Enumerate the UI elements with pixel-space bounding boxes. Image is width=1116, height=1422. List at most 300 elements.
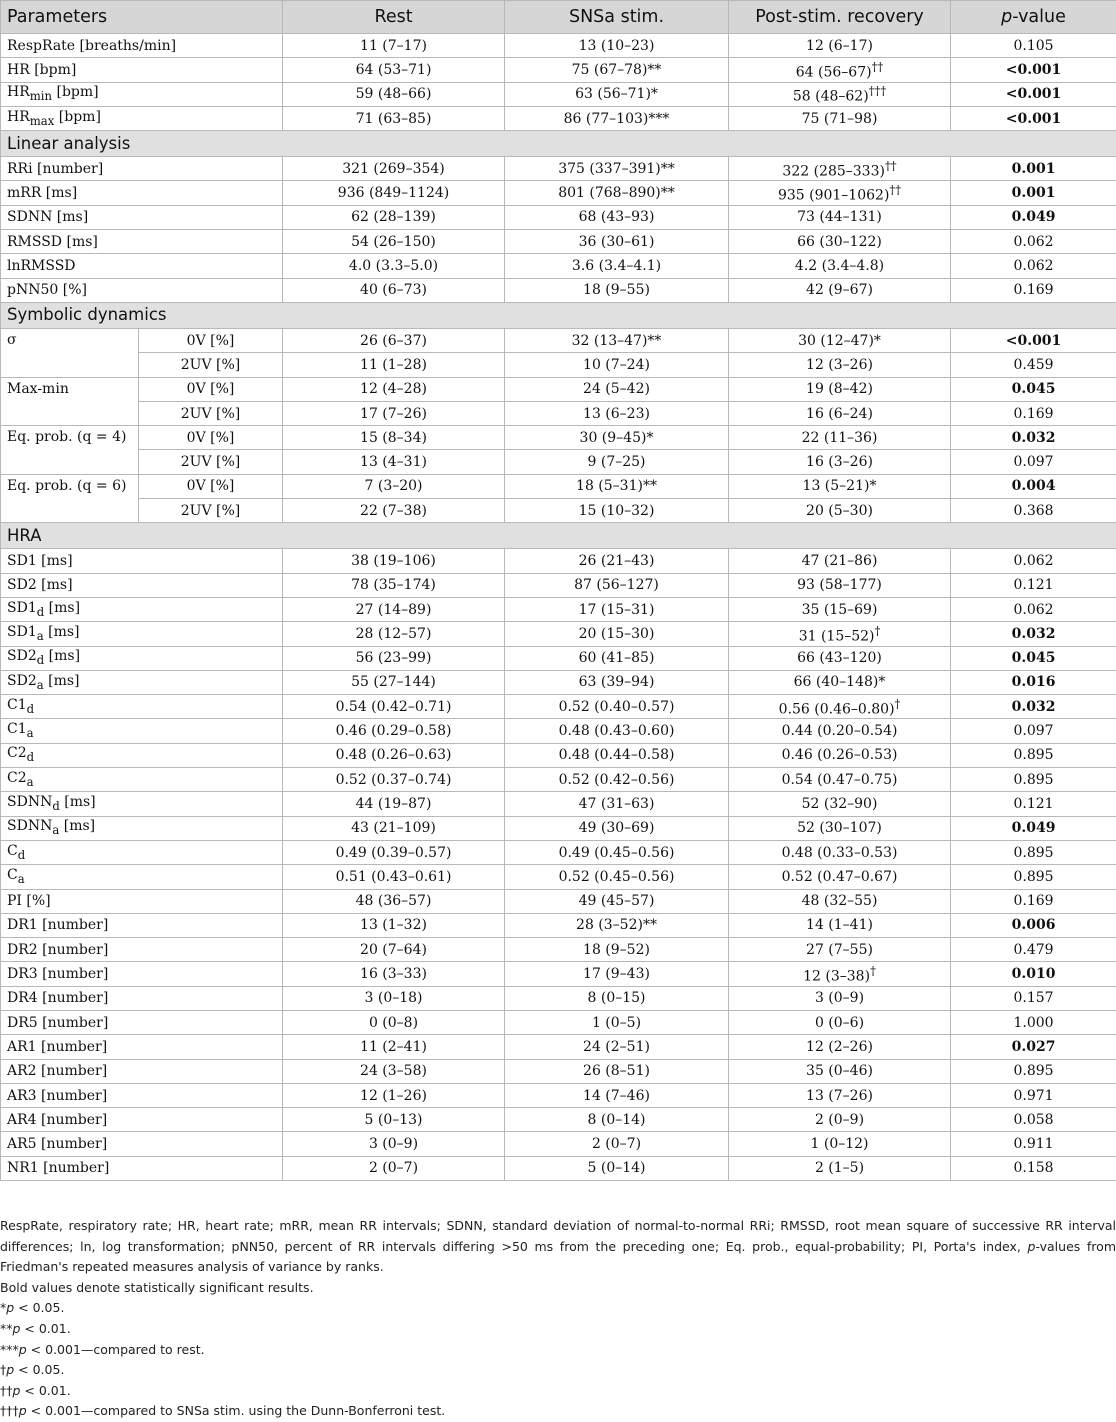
- abbreviations-p: p: [1028, 1239, 1036, 1254]
- footnote-text: < 0.01.: [20, 1321, 70, 1336]
- p-value: 0.121: [951, 573, 1116, 597]
- post-value: [729, 986, 951, 1010]
- footnote-p: p: [19, 1342, 27, 1357]
- parameter-label: [1, 962, 283, 986]
- parameter-unit: [ms]: [59, 818, 95, 834]
- post-dagger-mark: †: [870, 964, 876, 978]
- rest-value: 64 (53–71): [283, 58, 505, 82]
- table-row: [1, 986, 1116, 1010]
- post-value-text: 22 (11–36): [802, 430, 878, 446]
- parameter-label: [1, 816, 283, 840]
- p-value: 0.105: [951, 34, 1116, 58]
- table-row: [1, 426, 1116, 450]
- footnote-text: < 0.01.: [20, 1383, 70, 1398]
- post-value-text: 35 (15–69): [802, 602, 878, 618]
- snsa-value: 87 (56–127): [505, 573, 729, 597]
- rest-value: 26 (6–37): [283, 328, 505, 352]
- snsa-value: 15 (10–32): [505, 499, 729, 523]
- post-value: [729, 1108, 951, 1132]
- rest-value: 0.46 (0.29–0.58): [283, 719, 505, 743]
- abbreviations-text: RespRate, respiratory rate; HR, heart rate; mRR, mean RR intervals; SDNN, standard deviation of normal-to-normal RRi; RMSSD, root mean square of successive RR interval differences; ln, log transformation; pNN50, percent of RR intervals differing >50 ms from the preceding one; Eq. prob., equal-probability; PI, Porta's index,: [0, 1218, 1116, 1254]
- header-p-value: [951, 1, 1116, 34]
- snsa-value: 0.52 (0.40–0.57): [505, 695, 729, 719]
- post-value: [729, 622, 951, 646]
- parameter-label: [1, 278, 283, 302]
- rest-value: 54 (26–150): [283, 230, 505, 254]
- rest-value: 44 (19–87): [283, 792, 505, 816]
- post-value: [729, 328, 951, 352]
- post-value-text: 20 (5–30): [806, 503, 873, 519]
- post-value-text: 19 (8–42): [806, 381, 873, 397]
- p-value: 0.169: [951, 401, 1116, 425]
- rest-value: 4.0 (3.3–5.0): [283, 254, 505, 278]
- footnote-text: < 0.05.: [14, 1362, 64, 1377]
- post-value-text: 52 (30–107): [797, 820, 882, 836]
- post-value-text: 0.54 (0.47–0.75): [782, 772, 898, 788]
- snsa-value: 13 (10–23): [505, 34, 729, 58]
- post-value-text: 322 (285–333): [782, 164, 885, 180]
- post-dagger-mark: †††: [869, 84, 886, 98]
- footnote-symbol: ††: [0, 1383, 13, 1398]
- post-value: [729, 840, 951, 864]
- symbolic-group-label: Max-min: [1, 377, 139, 426]
- snsa-value: 26 (8–51): [505, 1059, 729, 1083]
- table-row: [1, 401, 1116, 425]
- parameter-label: [1, 865, 283, 889]
- rest-value: 5 (0–13): [283, 1108, 505, 1132]
- post-value: [729, 181, 951, 205]
- post-value: [729, 792, 951, 816]
- snsa-value: 0.48 (0.43–0.60): [505, 719, 729, 743]
- post-value-text: 58 (48–62): [793, 89, 869, 105]
- rest-value: 3 (0–18): [283, 986, 505, 1010]
- parameter-name: SD1 [ms]: [7, 553, 73, 569]
- p-value: 0.971: [951, 1083, 1116, 1107]
- parameter-label: [1, 1059, 283, 1083]
- parameter-name: NR1 [number]: [7, 1160, 109, 1176]
- rest-value: 0.48 (0.26–0.63): [283, 743, 505, 767]
- post-value: [729, 743, 951, 767]
- rest-value: 0.51 (0.43–0.61): [283, 865, 505, 889]
- header-post-stim-recovery: Post-stim. recovery: [729, 1, 951, 34]
- post-value: [729, 450, 951, 474]
- table-row: [1, 840, 1116, 864]
- post-value: [729, 499, 951, 523]
- footnote-dagger3: [0, 1401, 1116, 1422]
- rest-value: 11 (2–41): [283, 1035, 505, 1059]
- rest-value: 27 (14–89): [283, 597, 505, 621]
- snsa-value: 36 (30–61): [505, 230, 729, 254]
- footnote-text: < 0.001—compared to SNSa stim. using the Dunn-Bonferroni test.: [27, 1403, 446, 1418]
- snsa-value: 0.49 (0.45–0.56): [505, 840, 729, 864]
- symbolic-subparameter: 2UV [%]: [139, 499, 283, 523]
- parameter-unit: [ms]: [44, 673, 80, 689]
- post-value: [729, 865, 951, 889]
- parameter-label: [1, 889, 283, 913]
- parameter-label: [1, 1083, 283, 1107]
- table-row: [1, 865, 1116, 889]
- snsa-value: 60 (41–85): [505, 646, 729, 670]
- p-value: 0.895: [951, 865, 1116, 889]
- symbolic-subparameter: 0V [%]: [139, 377, 283, 401]
- table-row: [1, 573, 1116, 597]
- post-value: [729, 1132, 951, 1156]
- parameter-name: DR4 [number]: [7, 990, 108, 1006]
- symbolic-group-label: Eq. prob. (q = 6): [1, 474, 139, 523]
- post-value-text: 12 (3–38): [803, 969, 870, 985]
- parameter-label: [1, 913, 283, 937]
- table-row: [1, 719, 1116, 743]
- table-row: [1, 157, 1116, 181]
- table-row: [1, 743, 1116, 767]
- post-value: [729, 377, 951, 401]
- p-value: 0.032: [951, 426, 1116, 450]
- post-value-text: 66 (30–122): [797, 234, 882, 250]
- parameter-name: mRR [ms]: [7, 185, 77, 201]
- p-value: 0.049: [951, 816, 1116, 840]
- section-row: [1, 523, 1116, 549]
- snsa-value: 18 (5–31)**: [505, 474, 729, 498]
- parameter-name: SD1: [7, 600, 37, 616]
- rest-value: 16 (3–33): [283, 962, 505, 986]
- parameter-label: [1, 230, 283, 254]
- p-value: 0.006: [951, 913, 1116, 937]
- parameter-subscript: a: [37, 677, 44, 691]
- p-value: 0.097: [951, 450, 1116, 474]
- post-value-text: 12 (2–26): [806, 1039, 873, 1055]
- parameter-label: [1, 622, 283, 646]
- parameter-label: [1, 938, 283, 962]
- post-dagger-mark: †: [875, 624, 881, 638]
- post-value-text: 30 (12–47)*: [798, 333, 881, 349]
- post-value: [729, 670, 951, 694]
- rest-value: 3 (0–9): [283, 1132, 505, 1156]
- post-value: [729, 82, 951, 106]
- p-value: 0.158: [951, 1156, 1116, 1180]
- parameter-subscript: d: [37, 653, 44, 667]
- parameter-subscript: a: [27, 726, 34, 740]
- p-value: 0.368: [951, 499, 1116, 523]
- snsa-value: 49 (45–57): [505, 889, 729, 913]
- symbolic-subparameter: 2UV [%]: [139, 353, 283, 377]
- snsa-value: 86 (77–103)***: [505, 106, 729, 130]
- parameter-name: DR2 [number]: [7, 942, 108, 958]
- snsa-value: 24 (5–42): [505, 377, 729, 401]
- p-value: 0.121: [951, 792, 1116, 816]
- table-row: [1, 254, 1116, 278]
- post-value-text: 52 (32–90): [802, 796, 878, 812]
- parameter-name: SD1: [7, 624, 37, 640]
- p-value: 0.062: [951, 230, 1116, 254]
- header-snsa-stim: SNSa stim.: [505, 1, 729, 34]
- bold-values-note: Bold values denote statistically significant results.: [0, 1278, 1116, 1299]
- rest-value: 22 (7–38): [283, 499, 505, 523]
- p-value: 0.895: [951, 743, 1116, 767]
- table-row: [1, 181, 1116, 205]
- post-value: [729, 768, 951, 792]
- snsa-value: 17 (9–43): [505, 962, 729, 986]
- symbolic-subparameter: 0V [%]: [139, 426, 283, 450]
- parameter-name: SD2 [ms]: [7, 577, 73, 593]
- post-value: [729, 938, 951, 962]
- parameter-unit: [bpm]: [52, 84, 99, 100]
- p-value: 0.032: [951, 622, 1116, 646]
- footnote-symbol: †††: [0, 1403, 19, 1418]
- rest-value: 13 (1–32): [283, 913, 505, 937]
- snsa-value: 32 (13–47)**: [505, 328, 729, 352]
- table-row: [1, 549, 1116, 573]
- footnote-text: < 0.05.: [14, 1300, 64, 1315]
- p-value: 0.169: [951, 889, 1116, 913]
- rest-value: 56 (23–99): [283, 646, 505, 670]
- snsa-value: 8 (0–14): [505, 1108, 729, 1132]
- header-value-word: -value: [1012, 7, 1066, 27]
- p-value: 0.001: [951, 157, 1116, 181]
- footnote-dagger1: [0, 1360, 1116, 1381]
- p-value: <0.001: [951, 106, 1116, 130]
- post-value: [729, 719, 951, 743]
- p-value: 0.479: [951, 938, 1116, 962]
- post-value: [729, 1010, 951, 1034]
- p-value: 0.097: [951, 719, 1116, 743]
- post-value-text: 1 (0–12): [811, 1136, 869, 1152]
- parameter-name: C2: [7, 770, 27, 786]
- rest-value: 20 (7–64): [283, 938, 505, 962]
- parameter-unit: [bpm]: [54, 109, 101, 125]
- parameter-name: AR2 [number]: [7, 1063, 107, 1079]
- parameter-name: PI [%]: [7, 893, 51, 909]
- footnote-p: p: [6, 1362, 14, 1377]
- post-dagger-mark: ††: [889, 183, 901, 197]
- parameter-label: [1, 695, 283, 719]
- p-value: 0.010: [951, 962, 1116, 986]
- parameter-unit: [ms]: [44, 624, 80, 640]
- rest-value: 12 (1–26): [283, 1083, 505, 1107]
- footnote-star2: [0, 1319, 1116, 1340]
- post-value: [729, 573, 951, 597]
- rest-value: 0.52 (0.37–0.74): [283, 768, 505, 792]
- post-value-text: 0.44 (0.20–0.54): [782, 723, 898, 739]
- table-row: [1, 328, 1116, 352]
- parameter-name: SDNN [ms]: [7, 209, 88, 225]
- table-row: [1, 230, 1116, 254]
- rest-value: 0.54 (0.42–0.71): [283, 695, 505, 719]
- table-row: [1, 205, 1116, 229]
- rest-value: 78 (35–174): [283, 573, 505, 597]
- table-row: [1, 82, 1116, 106]
- post-value-text: 42 (9–67): [806, 282, 873, 298]
- section-title: Linear analysis: [1, 131, 1116, 157]
- parameter-subscript: d: [27, 702, 34, 716]
- post-value-text: 0.52 (0.47–0.67): [782, 869, 898, 885]
- rest-value: 38 (19–106): [283, 549, 505, 573]
- snsa-value: 0.52 (0.42–0.56): [505, 768, 729, 792]
- snsa-value: 0.52 (0.45–0.56): [505, 865, 729, 889]
- parameter-subscript: d: [18, 847, 25, 861]
- p-value: 0.157: [951, 986, 1116, 1010]
- table-row: [1, 278, 1116, 302]
- symbolic-subparameter: 0V [%]: [139, 474, 283, 498]
- table-row: [1, 768, 1116, 792]
- header-rest: Rest: [283, 1, 505, 34]
- footnote-dagger2: [0, 1381, 1116, 1402]
- post-value: [729, 157, 951, 181]
- rest-value: 11 (1–28): [283, 353, 505, 377]
- snsa-value: 68 (43–93): [505, 205, 729, 229]
- symbolic-subparameter: 2UV [%]: [139, 401, 283, 425]
- snsa-value: 5 (0–14): [505, 1156, 729, 1180]
- post-value: [729, 353, 951, 377]
- footnote-p: p: [13, 1321, 21, 1336]
- post-value: [729, 1083, 951, 1107]
- p-value: 0.045: [951, 377, 1116, 401]
- snsa-value: 14 (7–46): [505, 1083, 729, 1107]
- parameter-name: SDNN: [7, 818, 52, 834]
- parameter-name: AR4 [number]: [7, 1112, 107, 1128]
- p-value: 0.032: [951, 695, 1116, 719]
- parameter-name: RespRate [breaths/min]: [7, 38, 176, 54]
- snsa-value: 9 (7–25): [505, 450, 729, 474]
- rest-value: 12 (4–28): [283, 377, 505, 401]
- parameter-subscript: a: [52, 823, 59, 837]
- symbolic-group-label: Eq. prob. (q = 4): [1, 426, 139, 475]
- post-value: [729, 549, 951, 573]
- parameter-subscript: a: [27, 775, 34, 789]
- parameter-label: [1, 573, 283, 597]
- rest-value: 40 (6–73): [283, 278, 505, 302]
- table-row: [1, 792, 1116, 816]
- table-row: [1, 670, 1116, 694]
- parameter-name: AR3 [number]: [7, 1088, 107, 1104]
- p-value: 0.062: [951, 597, 1116, 621]
- table-row: [1, 34, 1116, 58]
- post-value: [729, 646, 951, 670]
- footnote-p: p: [13, 1383, 21, 1398]
- post-value-text: 47 (21–86): [802, 553, 878, 569]
- footnote-symbol: **: [0, 1321, 13, 1336]
- footnote-star1: [0, 1298, 1116, 1319]
- parameter-label: [1, 1156, 283, 1180]
- rest-value: 0.49 (0.39–0.57): [283, 840, 505, 864]
- p-value: 0.058: [951, 1108, 1116, 1132]
- snsa-value: 24 (2–51): [505, 1035, 729, 1059]
- footnote-symbol: ***: [0, 1342, 19, 1357]
- rest-value: 7 (3–20): [283, 474, 505, 498]
- p-value: 0.016: [951, 670, 1116, 694]
- p-value: 0.001: [951, 181, 1116, 205]
- post-value: [729, 401, 951, 425]
- post-value-text: 31 (15–52): [799, 629, 875, 645]
- footnote-p: p: [6, 1300, 14, 1315]
- post-value-text: 2 (0–9): [815, 1112, 864, 1128]
- rest-value: 48 (36–57): [283, 889, 505, 913]
- parameter-label: [1, 1108, 283, 1132]
- snsa-value: 2 (0–7): [505, 1132, 729, 1156]
- post-value: [729, 426, 951, 450]
- table-row: [1, 499, 1116, 523]
- parameter-label: [1, 840, 283, 864]
- parameter-name: RMSSD [ms]: [7, 234, 98, 250]
- parameter-subscript: min: [30, 89, 52, 103]
- post-value: [729, 34, 951, 58]
- parameter-label: [1, 768, 283, 792]
- table-row: [1, 1156, 1116, 1180]
- snsa-value: 10 (7–24): [505, 353, 729, 377]
- post-value-text: 16 (6–24): [806, 406, 873, 422]
- section-title: HRA: [1, 523, 1116, 549]
- snsa-value: 18 (9–52): [505, 938, 729, 962]
- table-row: [1, 913, 1116, 937]
- rest-value: 71 (63–85): [283, 106, 505, 130]
- abbreviations-note: [0, 1216, 1116, 1278]
- snsa-value: 20 (15–30): [505, 622, 729, 646]
- parameter-subscript: a: [18, 872, 25, 886]
- p-value: 0.911: [951, 1132, 1116, 1156]
- post-value: [729, 695, 951, 719]
- snsa-value: 63 (56–71)*: [505, 82, 729, 106]
- snsa-value: 1 (0–5): [505, 1010, 729, 1034]
- parameter-name: SD2: [7, 648, 37, 664]
- footnote-symbol: †: [0, 1362, 6, 1377]
- parameter-name: DR3 [number]: [7, 966, 108, 982]
- parameter-label: [1, 986, 283, 1010]
- parameter-name: DR5 [number]: [7, 1015, 108, 1031]
- symbolic-subparameter: 0V [%]: [139, 328, 283, 352]
- post-value-text: 2 (1–5): [815, 1160, 864, 1176]
- post-value: [729, 106, 951, 130]
- post-value-text: 4.2 (3.4–4.8): [795, 258, 884, 274]
- table-body: [1, 34, 1116, 1181]
- post-value-text: 3 (0–9): [815, 990, 864, 1006]
- post-value-text: 27 (7–55): [806, 942, 873, 958]
- table-row: [1, 450, 1116, 474]
- post-value: [729, 230, 951, 254]
- parameter-name: C: [7, 867, 18, 883]
- post-value-text: 66 (40–148)*: [794, 674, 886, 690]
- table-row: [1, 353, 1116, 377]
- p-value: 0.045: [951, 646, 1116, 670]
- parameter-label: [1, 549, 283, 573]
- parameter-subscript: max: [30, 113, 55, 127]
- parameter-unit: [ms]: [44, 600, 80, 616]
- snsa-value: 13 (6–23): [505, 401, 729, 425]
- table-row: [1, 1132, 1116, 1156]
- table-row: [1, 474, 1116, 498]
- table-header-row: [1, 1, 1116, 34]
- parameter-name: DR1 [number]: [7, 917, 108, 933]
- parameter-unit: [ms]: [44, 648, 80, 664]
- table-row: [1, 58, 1116, 82]
- rest-value: 2 (0–7): [283, 1156, 505, 1180]
- parameter-label: [1, 792, 283, 816]
- parameter-label: [1, 719, 283, 743]
- table-row: [1, 597, 1116, 621]
- post-value: [729, 205, 951, 229]
- post-value-text: 0.56 (0.46–0.80): [779, 702, 895, 718]
- post-value: [729, 1059, 951, 1083]
- table-row: [1, 695, 1116, 719]
- footnote-symbol: *: [0, 1300, 6, 1315]
- p-value: 1.000: [951, 1010, 1116, 1034]
- rest-value: 59 (48–66): [283, 82, 505, 106]
- post-value-text: 0 (0–6): [815, 1015, 864, 1031]
- rest-value: 11 (7–17): [283, 34, 505, 58]
- p-value: 0.062: [951, 254, 1116, 278]
- parameter-label: [1, 181, 283, 205]
- post-dagger-mark: ††: [885, 159, 897, 173]
- post-value-text: 35 (0–46): [806, 1063, 873, 1079]
- snsa-value: 375 (337–391)**: [505, 157, 729, 181]
